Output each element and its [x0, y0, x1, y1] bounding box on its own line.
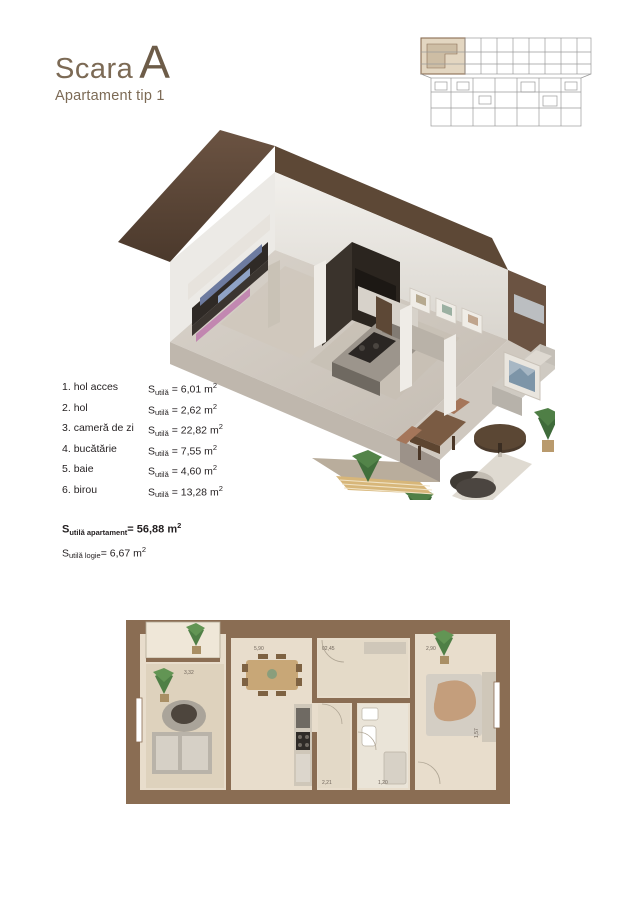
scara-letter: A	[139, 36, 170, 88]
area-superscript: 2	[218, 422, 223, 431]
legend-name-text: bucătărie	[73, 442, 117, 455]
area-symbol: S	[148, 424, 156, 437]
legend-room-area	[148, 423, 223, 436]
total-value: = 56,88 m	[127, 523, 178, 536]
area-value: = 4,60 m	[168, 465, 213, 478]
area-symbol: S	[148, 445, 156, 457]
legend-index: 3.	[62, 422, 71, 434]
area-subscript: utilă	[155, 469, 169, 479]
legend-row	[62, 485, 312, 506]
apartment-2d-floorplan	[126, 612, 510, 812]
area-symbol: S	[148, 404, 156, 416]
legend-room-area	[148, 382, 217, 395]
area-subscript: utilă	[155, 490, 169, 499]
legend-room-name	[62, 382, 148, 393]
dim-bottom-1: 2,21	[322, 780, 332, 786]
dim-top-1: 5,90	[254, 646, 264, 652]
legend-room-area	[148, 444, 217, 457]
room-legend	[62, 382, 312, 505]
legend-room-name	[62, 444, 148, 455]
legend-row	[62, 444, 312, 465]
dim-top-3: 2,90	[426, 646, 436, 652]
area-symbol: S	[148, 486, 156, 498]
page-header	[55, 36, 355, 104]
area-superscript: 2	[218, 483, 223, 493]
area-subscript: utilă	[155, 387, 169, 397]
area-superscript: 2	[212, 381, 218, 390]
total-subscript: utilă logie	[69, 551, 101, 561]
scara-label: Scara	[55, 53, 134, 85]
legend-row	[62, 382, 312, 403]
legend-row	[62, 403, 312, 424]
legend-room-area	[148, 464, 217, 477]
legend-row	[62, 464, 312, 485]
legend-name-text: baie	[73, 463, 94, 475]
total-superscript: 2	[177, 521, 182, 530]
dim-left-1: 3,32	[184, 670, 194, 676]
legend-room-name	[62, 423, 148, 434]
legend-index: 6.	[62, 483, 71, 496]
area-value: = 6,01 m	[168, 383, 213, 396]
total-superscript: 2	[141, 544, 147, 554]
area-symbol: S	[148, 465, 156, 478]
area-subscript: utilă	[155, 428, 169, 438]
area-superscript: 2	[212, 463, 218, 472]
legend-index: 4.	[62, 442, 71, 455]
dim-right-1: 1,57	[474, 728, 480, 738]
total-subscript: utilă apartament	[69, 527, 128, 537]
legend-index: 5.	[62, 463, 71, 475]
legend-room-name	[62, 403, 148, 414]
area-totals	[62, 521, 181, 559]
title-row	[55, 36, 355, 88]
total-loggia-area	[62, 545, 181, 560]
total-symbol: S	[62, 547, 70, 560]
area-value: = 7,55 m	[168, 445, 213, 457]
legend-row	[62, 423, 312, 444]
area-value: = 13,28 m	[168, 486, 219, 498]
apartment-type-subtitle: Apartament tip 1	[55, 88, 165, 104]
area-symbol: S	[148, 383, 156, 396]
total-symbol: S	[62, 523, 70, 536]
area-value: = 2,62 m	[168, 404, 213, 416]
legend-name-text: birou	[73, 483, 98, 496]
legend-room-name	[62, 464, 148, 475]
total-apartment-area	[62, 521, 181, 536]
total-value: = 6,67 m	[100, 547, 142, 560]
legend-index: 2.	[62, 401, 71, 414]
legend-name-text: hol acces	[73, 381, 119, 393]
legend-name-text: cameră de zi	[73, 422, 134, 434]
dim-top-2: 02,45	[322, 646, 335, 652]
area-subscript: utilă	[155, 449, 169, 458]
area-subscript: utilă	[155, 408, 169, 417]
area-value: = 22,82 m	[168, 424, 219, 437]
legend-index: 1.	[62, 381, 71, 393]
legend-room-area	[148, 403, 217, 416]
legend-room-name	[62, 485, 148, 496]
legend-room-area	[148, 485, 223, 498]
dim-bottom-2: 1,20	[378, 780, 388, 786]
legend-name-text: hol	[73, 401, 88, 414]
area-superscript: 2	[212, 442, 218, 452]
area-superscript: 2	[212, 401, 218, 411]
